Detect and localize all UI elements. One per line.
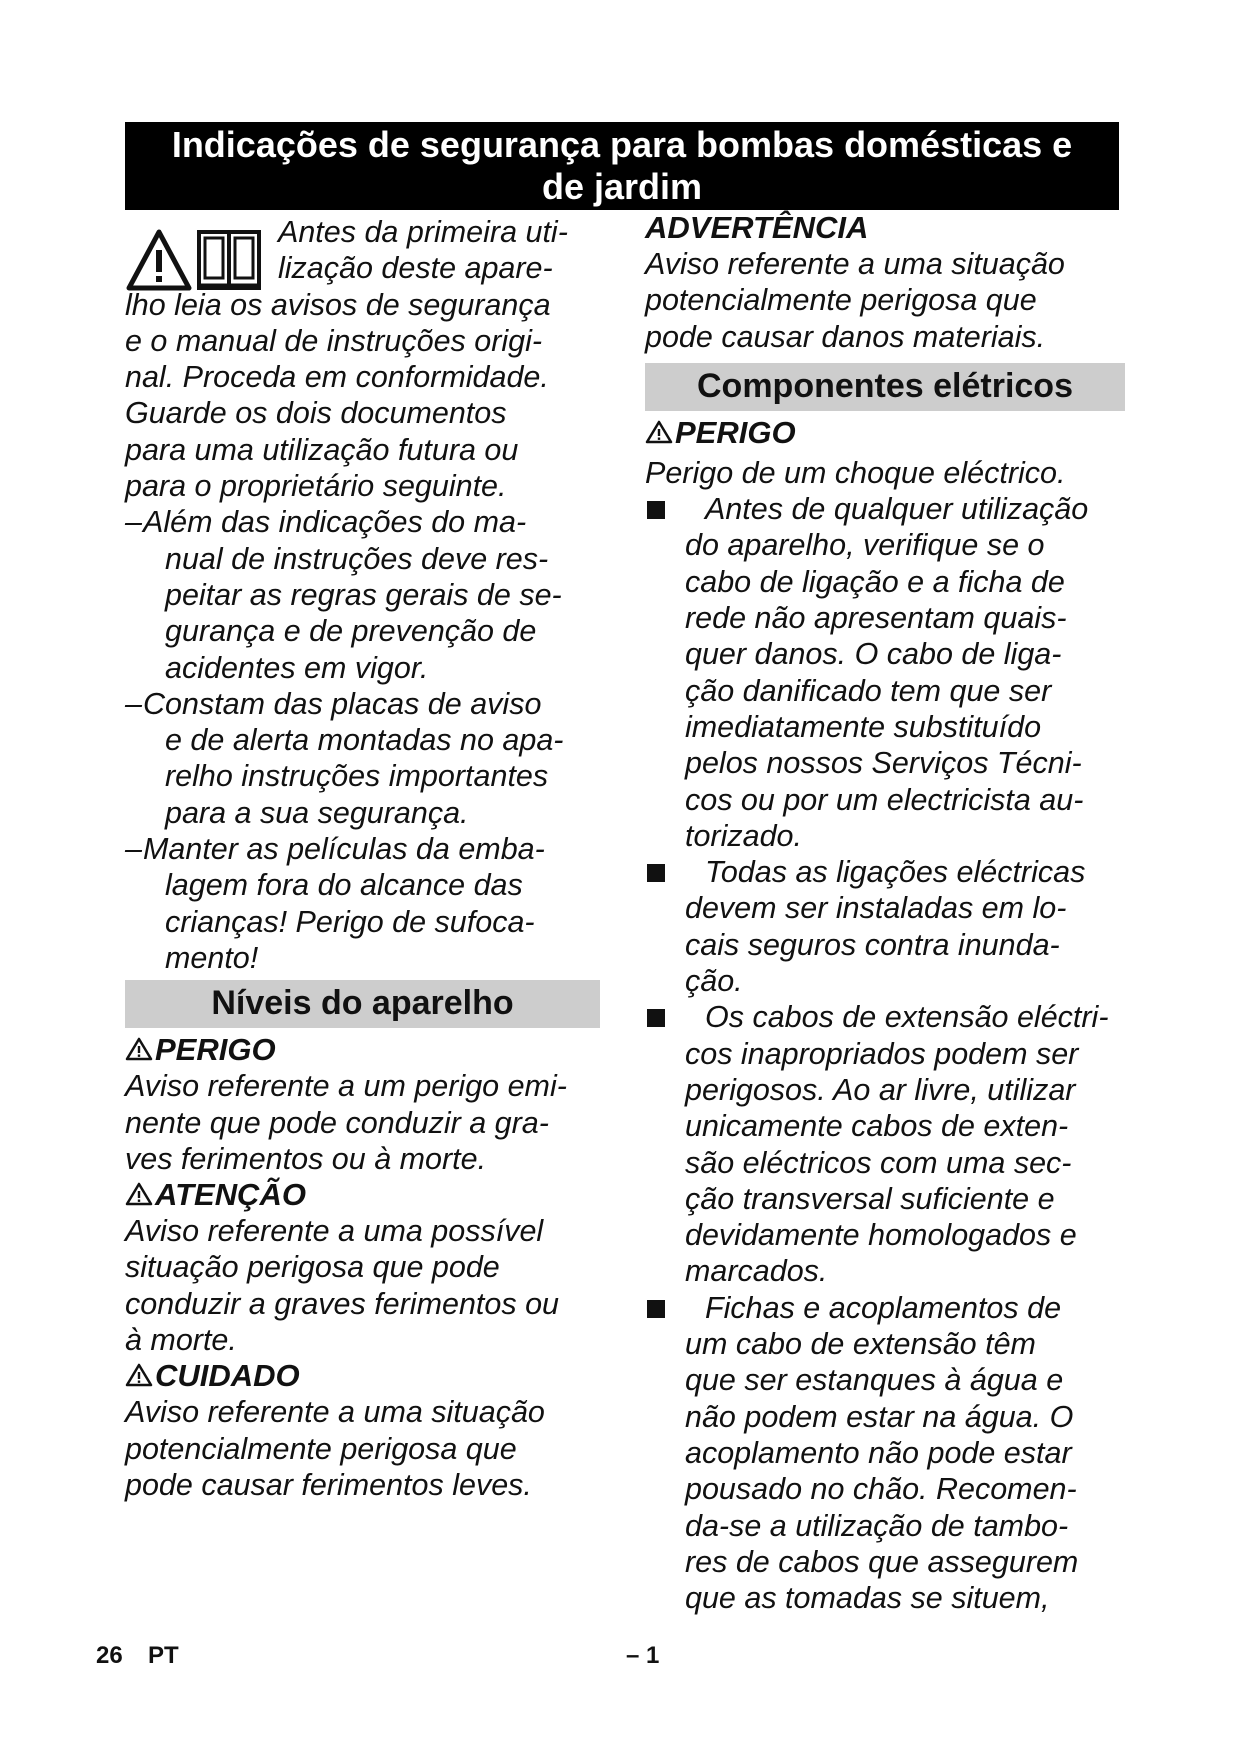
list-line: da-se a utilização de tambo- (685, 1508, 1069, 1543)
signal-word (125, 1032, 600, 1068)
list-line: acidentes em vigor. (165, 650, 429, 685)
dash-list-item (125, 504, 600, 685)
warning-triangle-icon (645, 420, 673, 444)
list-line: ção transversal suficiente e (685, 1181, 1055, 1216)
list-line: Manter as películas da emba- (143, 832, 545, 867)
list-line: acoplamento não pode estar (685, 1435, 1072, 1470)
manual-book-icon (199, 232, 259, 288)
page-title-line-2: de jardim (541, 166, 703, 207)
list-line: devem ser instaladas em lo- (685, 891, 1067, 926)
list-line: Além das indicações do ma- (143, 505, 527, 540)
level-text-line: Aviso referente a uma possível (125, 1214, 544, 1249)
signal-label: ATENÇÃO (155, 1177, 306, 1213)
bullet-list-item (645, 999, 1125, 1289)
level-text-line: potencialmente perigosa que (125, 1431, 517, 1466)
list-line: do aparelho, verifique se o (685, 528, 1045, 563)
section-heading-electrical-components: Componentes elétricos (645, 363, 1125, 411)
list-line: Todas as ligações eléctricas (705, 855, 1086, 890)
page-number: 26 (96, 1642, 123, 1669)
level-text-line: à morte. (125, 1323, 237, 1358)
signal-label: ADVERTÊNCIA (645, 210, 869, 245)
list-line: ção danificado tem que ser (685, 673, 1052, 708)
bullet-list-item (645, 1290, 1125, 1617)
level-text-line: situação perigosa que pode (125, 1250, 500, 1285)
level-perigo (125, 1032, 600, 1177)
list-line: que ser estanques à água e (685, 1363, 1064, 1398)
list-line: devidamente homologados e (685, 1218, 1077, 1253)
dash-symbol: – (125, 832, 142, 867)
list-line: res de cabos que assegurem (685, 1544, 1079, 1579)
list-line: Os cabos de extensão eléctri- (705, 1000, 1109, 1035)
list-line: são eléctricos com uma sec- (685, 1145, 1072, 1180)
language-code: PT (148, 1642, 179, 1669)
signal-label: PERIGO (675, 414, 796, 450)
list-line: pelos nossos Serviços Técni- (685, 746, 1082, 781)
intro-line: para o proprietário seguinte. (125, 469, 507, 504)
level-text-line: Aviso referente a uma situação (645, 247, 1065, 281)
dash-symbol: – (125, 505, 142, 540)
list-line: crianças! Perigo de sufoca- (165, 904, 535, 939)
list-line: pousado no chão. Recomen- (685, 1472, 1077, 1507)
bullet-square-icon (647, 1009, 665, 1027)
list-line: lagem fora do alcance das (165, 868, 523, 903)
section-heading-device-levels: Níveis do aparelho (125, 980, 600, 1028)
level-text-line: conduzir a graves ferimentos ou (125, 1286, 559, 1321)
warning-triangle-icon (125, 1037, 153, 1061)
intro-line: lho leia os avisos de segurança (125, 287, 551, 322)
bullet-square-icon (647, 501, 665, 519)
list-line: nual de instruções deve res- (165, 541, 549, 576)
list-line: um cabo de extensão têm (685, 1327, 1036, 1362)
dash-symbol: – (125, 686, 142, 721)
list-line: cais seguros contra inunda- (685, 927, 1060, 962)
list-line: para a sua segurança. (165, 795, 469, 830)
right-column (645, 210, 1125, 1616)
level-cuidado (125, 1358, 600, 1503)
danger-description: Perigo de um choque eléctrico. (645, 455, 1066, 490)
list-line: perigosos. Ao ar livre, utilizar (685, 1072, 1076, 1107)
signal-label: PERIGO (155, 1032, 276, 1068)
list-line: quer danos. O cabo de liga- (685, 637, 1062, 672)
signal-word (645, 415, 1125, 451)
list-line: marcados. (685, 1254, 828, 1289)
list-line: peitar as regras gerais de se- (165, 577, 562, 612)
warning-triangle-icon (125, 1363, 153, 1387)
left-column (125, 214, 600, 1503)
dash-list-item (125, 831, 600, 976)
page-title-line-1: Indicações de segurança para bombas domésticas e (171, 124, 1073, 165)
dash-list-item (125, 686, 600, 831)
signal-label: CUIDADO (155, 1358, 300, 1394)
bullet-list-item (645, 854, 1125, 999)
level-text-line: pode causar danos materiais. (645, 319, 1046, 354)
list-line: mento! (165, 940, 259, 975)
list-line: unicamente cabos de exten- (685, 1109, 1069, 1144)
list-line: torizado. (685, 818, 802, 853)
list-line: que as tomadas se situem, (685, 1581, 1050, 1616)
intro-line: e o manual de instruções origi- (125, 323, 543, 358)
warning-triangle-icon (125, 1182, 153, 1206)
level-advertencia (645, 210, 1125, 355)
list-line: rede não apresentam quais- (685, 601, 1067, 636)
list-line: cabo de ligação e a ficha de (685, 564, 1065, 599)
list-line: imediatamente substituído (685, 709, 1042, 744)
page-title (125, 122, 1119, 210)
list-line: cos ou por um electricista au- (685, 782, 1084, 817)
intro-paragraph (125, 214, 600, 504)
level-text-line: nente que pode conduzir a gra- (125, 1105, 549, 1140)
warning-and-manual-icons (125, 226, 265, 296)
intro-line: lização deste apare- (278, 251, 553, 286)
signal-word (125, 1177, 600, 1213)
bullet-square-icon (647, 864, 665, 882)
page-sequence: – 1 (626, 1642, 660, 1669)
level-text-line: ves ferimentos ou à morte. (125, 1141, 487, 1176)
level-text-line: pode causar ferimentos leves. (125, 1467, 532, 1502)
intro-line: Guarde os dois documentos (125, 396, 507, 431)
intro-line: Antes da primeira uti- (278, 215, 568, 249)
level-text-line: Aviso referente a um perigo emi- (125, 1069, 567, 1104)
intro-line: para uma utilização futura ou (125, 432, 519, 467)
bullet-square-icon (647, 1300, 665, 1318)
warning-triangle-icon (129, 232, 189, 288)
level-atencao (125, 1177, 600, 1358)
list-line: não podem estar na água. O (685, 1399, 1074, 1434)
bullet-list-item (645, 491, 1125, 854)
list-line: cos inapropriados podem ser (685, 1036, 1079, 1071)
list-line: Antes de qualquer utilização (705, 492, 1089, 527)
list-line: Fichas e acoplamentos de (705, 1290, 1062, 1325)
level-text-line: potencialmente perigosa que (645, 283, 1037, 318)
level-text-line: Aviso referente a uma situação (125, 1395, 545, 1430)
list-line: relho instruções importantes (165, 759, 549, 794)
list-line: gurança e de prevenção de (165, 614, 537, 649)
list-line: Constam das placas de aviso (143, 686, 542, 721)
intro-line: nal. Proceda em conformidade. (125, 360, 549, 395)
list-line: ção. (685, 964, 743, 999)
list-line: e de alerta montadas no apa- (165, 723, 564, 758)
signal-word (125, 1358, 600, 1394)
